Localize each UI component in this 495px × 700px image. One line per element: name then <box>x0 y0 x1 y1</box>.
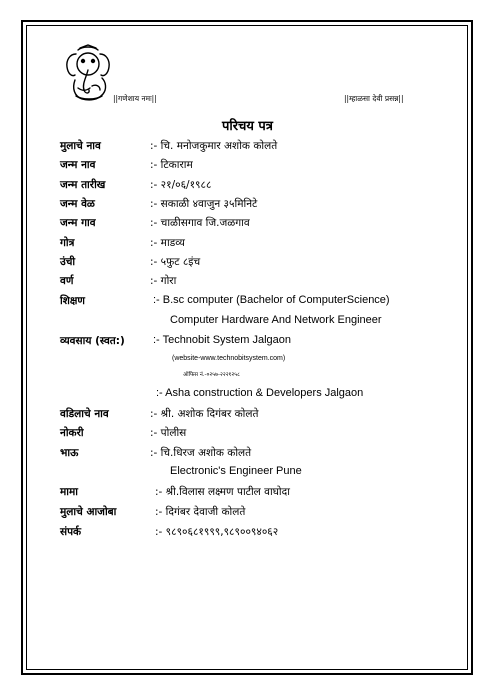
maternal-uncle-value: :- श्री.विलास लक्ष्मण पाटील वाघोदा <box>155 486 290 498</box>
father-value: :- श्री. अशोक दिगंबर कोलते <box>150 408 259 420</box>
height-value: :- ५फुट ८इंच <box>150 256 201 268</box>
business-website: (website-www.technobitsystem.com) <box>172 355 286 362</box>
birth-time-value: :- सकाळी ४वाजुन ३५मिनिटे <box>150 198 258 210</box>
document-title: परिचय पत्र <box>222 119 273 134</box>
business-office-phone: ऑफिस नं.-०२५७-२२२१२५८ <box>183 372 240 378</box>
birth-date-value: :- २१/०६/१९८८ <box>150 179 212 191</box>
birth-time-label: जन्म वेळ <box>60 198 95 210</box>
name-label: मुलाचे नाव <box>60 140 101 152</box>
job-value: :- पोलीस <box>150 427 187 439</box>
birth-name-value: :- टिकाराम <box>150 159 193 171</box>
name-value: :- चि. मनोजकुमार अशोक कोलते <box>150 140 278 152</box>
invocation-right: ||म्हाळसा देवी प्रसन्न|| <box>344 94 404 103</box>
business-label: व्यवसाय (स्वत:) <box>60 335 125 347</box>
brother-label: भाऊ <box>60 447 79 459</box>
education-value-2: Computer Hardware And Network Engineer <box>170 314 382 326</box>
contact-label: संपर्क <box>60 526 82 538</box>
grandfather-label: मुलाचे आजोबा <box>60 506 117 518</box>
grandfather-value: :- दिगंबर देवाजी कोलते <box>155 506 246 518</box>
business-value: :- Technobit System Jalgaon <box>153 334 291 346</box>
education-label: शिक्षण <box>60 295 85 307</box>
birth-place-value: :- चाळीसगाव जि.जळगाव <box>150 217 250 229</box>
business-value-2: :- Asha construction & Developers Jalgaon <box>156 387 364 399</box>
complexion-label: वर्ण <box>60 275 74 287</box>
maternal-uncle-label: मामा <box>60 486 78 498</box>
birth-date-label: जन्म तारीख <box>60 179 106 191</box>
invocation-left: ||गणेशाय नमः|| <box>113 94 157 103</box>
education-value: :- B.sc computer (Bachelor of ComputerScience) <box>153 294 390 306</box>
height-label: उंची <box>60 256 76 268</box>
brother-value-2: Electronic's Engineer Pune <box>170 465 302 477</box>
birth-place-label: जन्म गाव <box>60 217 96 229</box>
contact-value: :- ९८९०६८१९९९,९८९००९४०६२ <box>155 526 279 538</box>
father-label: वडिलाचे नाव <box>60 408 109 420</box>
birth-name-label: जन्म नाव <box>60 159 96 171</box>
job-label: नोकरी <box>60 427 84 439</box>
complexion-value: :- गोरा <box>150 275 177 287</box>
gotra-value: :- माडव्य <box>150 237 185 249</box>
brother-value: :- चि.धिरज अशोक कोलते <box>150 447 252 459</box>
gotra-label: गोत्र <box>60 237 75 249</box>
ganesha-icon <box>62 44 114 102</box>
